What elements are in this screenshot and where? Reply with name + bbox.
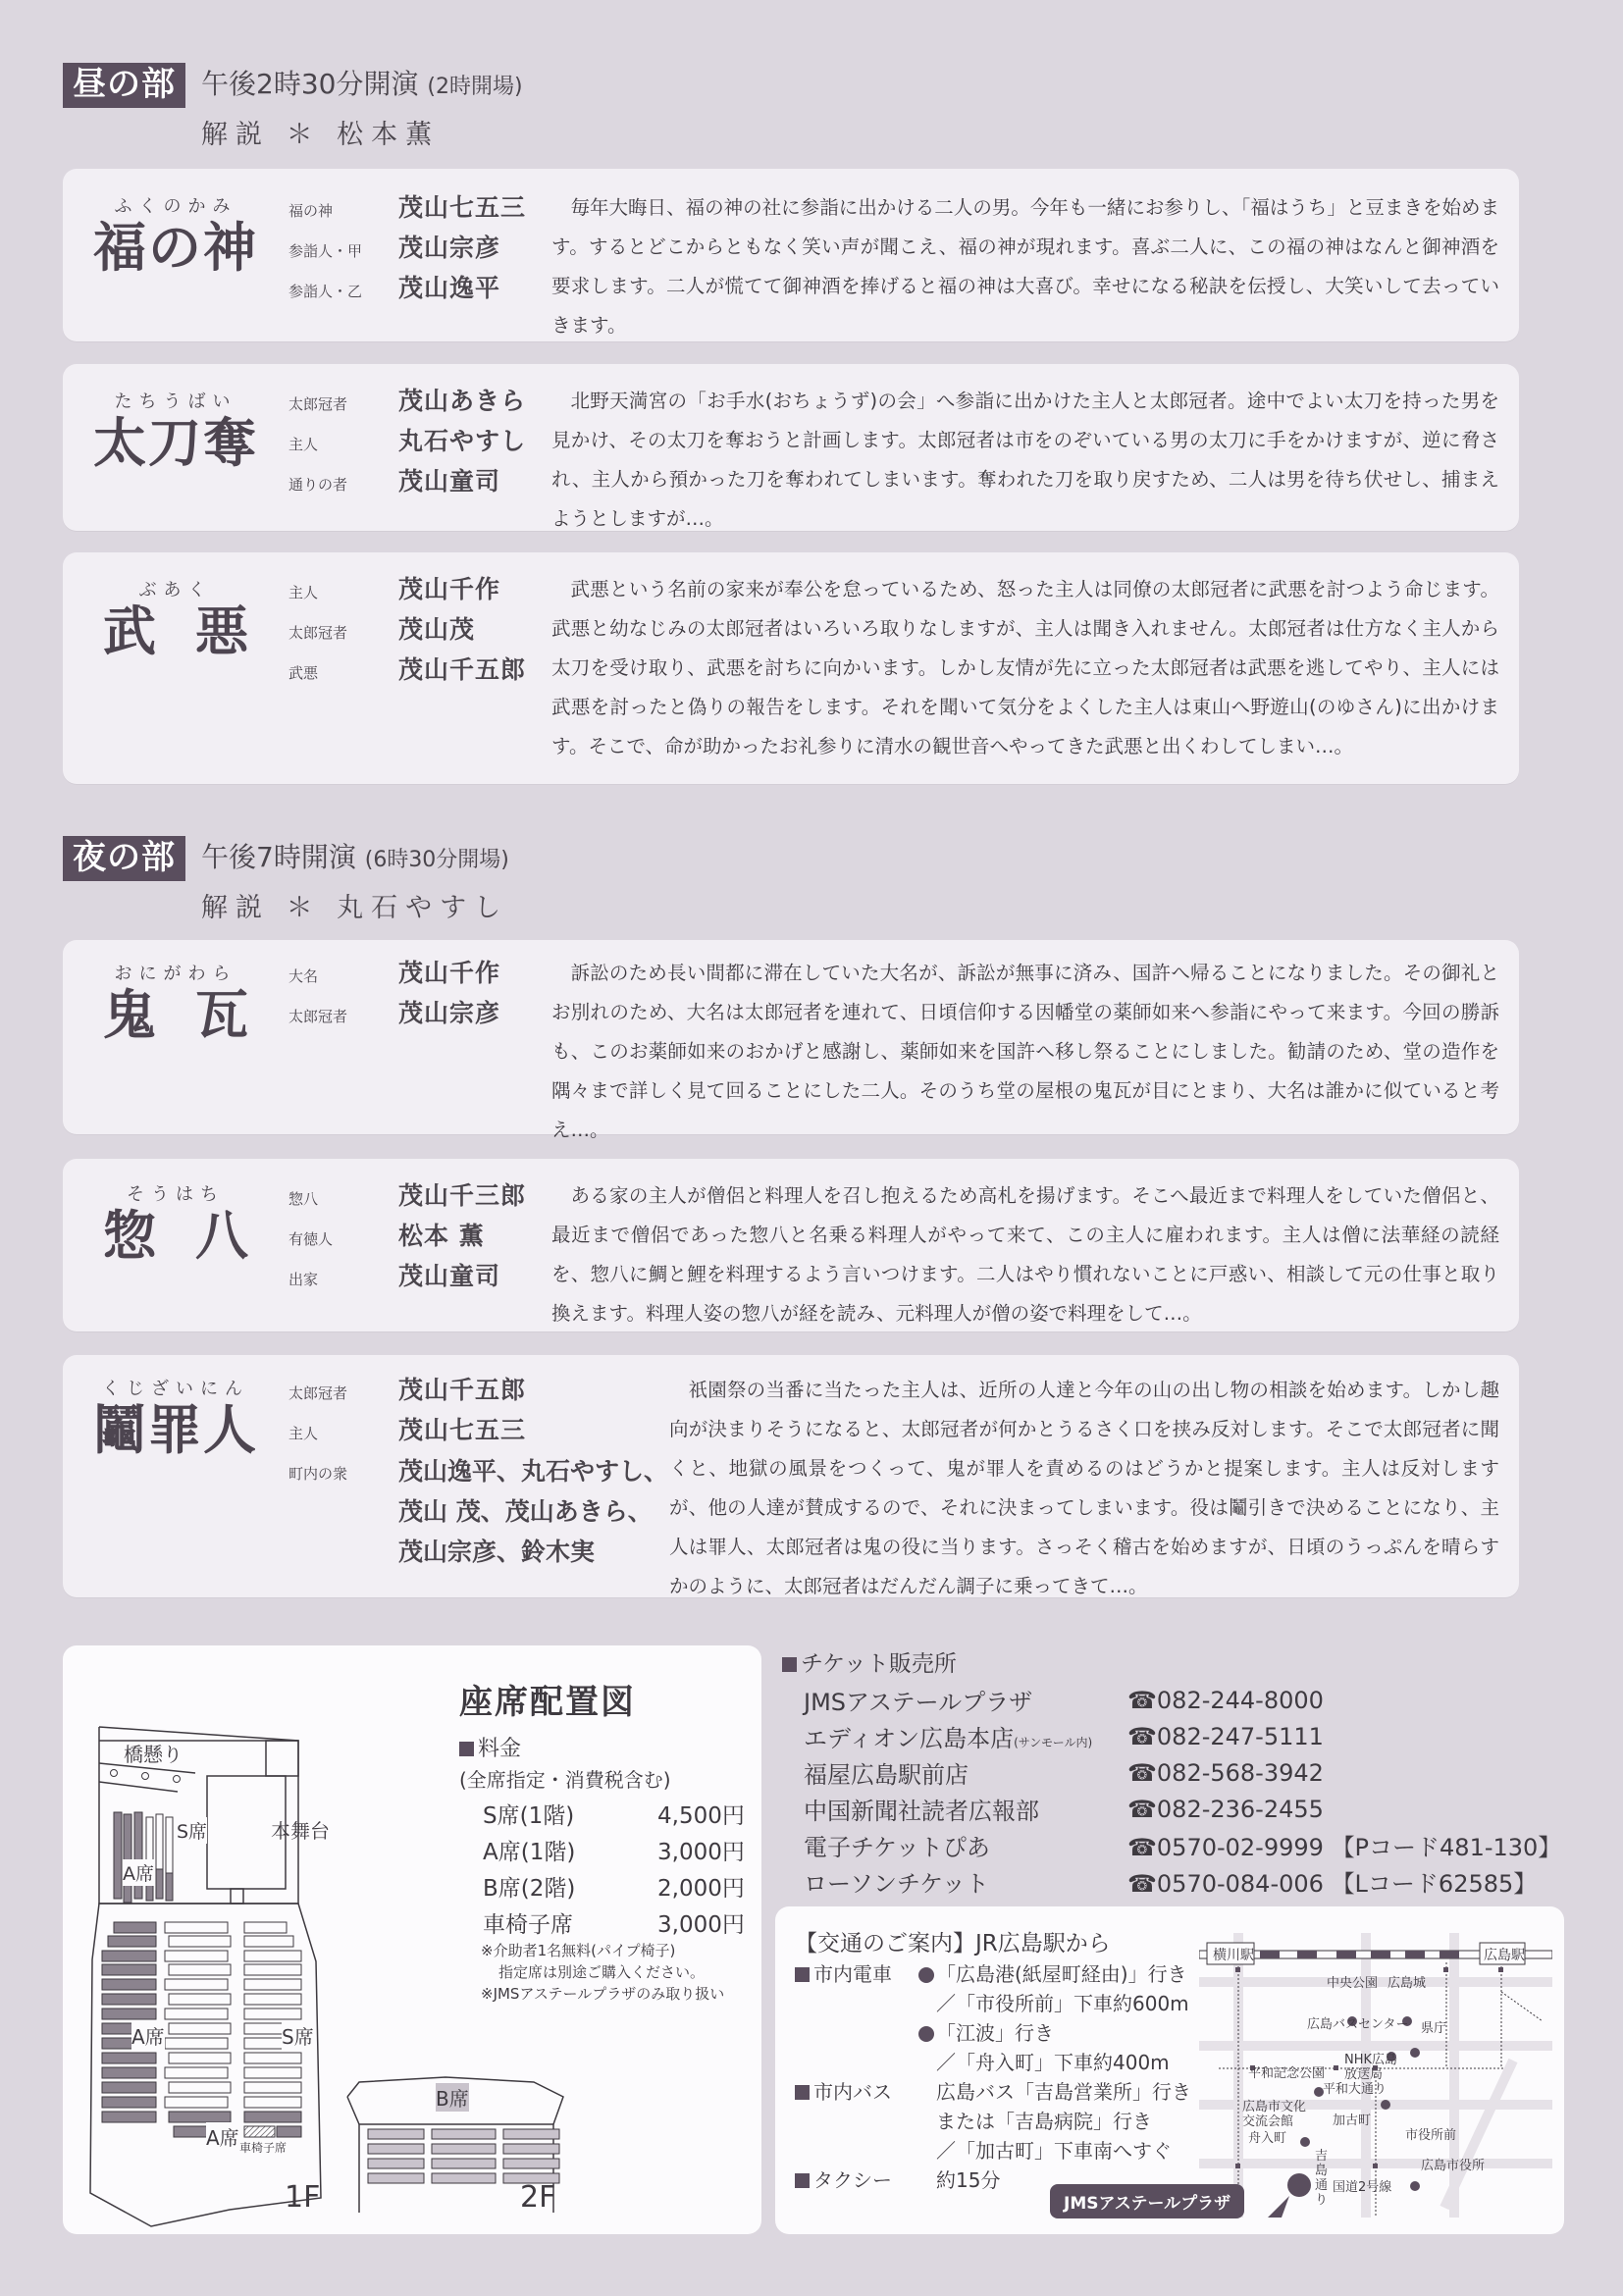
label-1f: 1F [285, 2180, 321, 2215]
tram-dot-icon [918, 2026, 934, 2042]
evening-time: 午後7時開演 [201, 841, 356, 873]
cast-row [288, 570, 526, 610]
access-tram: 市内電車 「広島港(紙屋町経由)」行き ／「市役所前」下車約600m 「江波」行き ／「舟入町」下車約400m [795, 1959, 1191, 2077]
price-row: S席(1階) 4,500円 [483, 1803, 745, 1829]
evening-doors: (6時30分開場) [364, 848, 509, 872]
cast-role: 大名 [288, 967, 319, 985]
cast-row [288, 269, 526, 309]
cast-list [288, 1176, 526, 1297]
cast-actor: 茂山千三郎 [398, 1181, 527, 1210]
play-ruby: くじざいにん [102, 1379, 249, 1399]
label-2f: 2F [520, 2180, 556, 2215]
matinee-badge: 昼の部 [63, 63, 185, 108]
cast-role: 主人 [288, 584, 319, 601]
play-card-tachiubai [63, 364, 1519, 531]
cast-row [288, 954, 500, 994]
phone-icon: ☎ [1127, 1686, 1157, 1714]
matinee-time: 午後2時30分開演 [201, 68, 419, 100]
map-label: 加古町 [1333, 2113, 1372, 2128]
ticket-outlet-row: 電子チケットぴあ ☎0570-02-9999 【Pコード481-130】 [804, 1834, 1562, 1861]
cast-role: 太郎冠者 [288, 1384, 348, 1402]
cast-role: 主人 [288, 436, 319, 453]
ticket-outlet-row: ローソンチケット ☎0570-084-006 【Lコード62585】 [804, 1870, 1538, 1898]
map-label: 舟入町 [1248, 2131, 1287, 2146]
map-label: 交流会館 [1242, 2114, 1294, 2129]
map-label: 国道2号線 [1333, 2180, 1392, 2195]
ticket-outlet-row: エディオン広島本店(サンモール内) ☎082-247-5111 [804, 1722, 1324, 1752]
cast-actor: 茂山宗彦 [398, 234, 501, 262]
cast-role: 有徳人 [288, 1230, 334, 1248]
cast-role: 通りの者 [288, 476, 348, 494]
play-card-buaku [63, 552, 1519, 784]
label-main-stage: 本舞台 [271, 1819, 330, 1843]
play-ruby: おにがわら [114, 964, 237, 984]
cast-list [288, 954, 500, 1034]
cast-list [288, 188, 526, 309]
price-list [483, 1796, 745, 1941]
cast-list [288, 382, 526, 502]
cast-row [288, 1176, 526, 1217]
map-label: 中央公園 [1327, 1976, 1379, 1991]
play-title: 福の神 [93, 217, 258, 279]
cast-actor: 茂山七五三 [398, 193, 527, 222]
label-hashigakari: 橋懸り [124, 1743, 183, 1766]
seating-title: 座席配置図 [459, 1683, 636, 1722]
ticket-outlet-row: JMSアステールプラザ ☎082-244-8000 [804, 1686, 1324, 1716]
access-heading: 【交通のご案内】JR広島駅から [795, 1931, 1111, 1957]
ticket-outlets [782, 1645, 1561, 1900]
map-station-yokogawa: 横川駅 [1213, 1948, 1254, 1963]
cast-role: 主人 [288, 1425, 319, 1442]
play-title: 太刀奪 [93, 412, 258, 474]
cast-actor: 茂山逸平、丸石やすし、 [398, 1457, 669, 1486]
play-ruby: そうはち [127, 1184, 225, 1205]
map-label: NHK広島 [1344, 2053, 1398, 2067]
label-s-seat-stage: S席 [177, 1817, 207, 1844]
play-synopsis: ある家の主人が僧侶と料理人を召し抱えるため高札を揚げます。そこへ最近まで料理人をしていた僧侶と、最近まで僧侶であった惣八と名乗る料理人がやって来て、この主人に雇われます。主人は僧に法華経の読経を、惣八に鯛と鯉を料理するよう言いつけます。二人はやり慣れないことに戸惑い、相談して元の仕事と取り換えます。料理人姿の惣八が経を読み、元料理人が僧の姿で料理をして…。 [551, 1184, 1499, 1325]
venue-badge: JMSアステールプラザ [1050, 2184, 1244, 2218]
cast-actor: 茂山千作 [398, 575, 501, 603]
price-note: (全席指定・消費税含む) [459, 1768, 671, 1792]
map-station-hiroshima: 広島駅 [1484, 1948, 1525, 1963]
play-card-sohachi [63, 1159, 1519, 1331]
play-title: 鬼瓦 [103, 984, 288, 1046]
square-bullet-icon [782, 1657, 797, 1672]
cast-actor: 松本 薫 [398, 1222, 485, 1250]
cast-list [288, 1371, 668, 1572]
price-row: B席(2階) 2,000円 [483, 1876, 745, 1902]
cast-row [288, 1451, 668, 1572]
cast-role: 参詣人・甲 [288, 242, 363, 260]
map-label: 広島城 [1387, 1976, 1427, 1991]
map-label: 広島バスセンター [1307, 2017, 1409, 2032]
play-synopsis: 祇園祭の当番に当たった主人は、近所の人達と今年の山の出し物の相談を始めます。しかし趣向が決まりそうになると、太郎冠者が何かとうるさく口を挟み反対します。そこで太郎冠者に聞くと、地獄の風景をつくって、鬼が罪人を責めるのはどうかと提案します。主人は反対しますが、他の人達が賛成するので、それに決まってしまいます。役は鬮引きで決めることになり、主人は罪人、太郎冠者は鬼の役に当ります。さっそく稽古を始めますが、日頃のうっぷんを晴らすかのように、太郎冠者はだんだん調子に乗ってきて…。 [669, 1379, 1499, 1597]
cast-actor: 茂山千作 [398, 959, 501, 987]
label-s-seat: S席 [282, 2021, 314, 2050]
access-info [795, 1925, 1191, 2195]
cast-actor: 茂山宗彦、鈴木実 [398, 1538, 596, 1566]
cast-actor: 茂山宗彦 [398, 999, 501, 1027]
phone-icon: ☎ [1127, 1722, 1157, 1750]
map-label: 市役所前 [1405, 2128, 1457, 2143]
cast-role: 福の神 [288, 202, 334, 220]
square-bullet-icon [795, 1967, 810, 1982]
cast-row [288, 229, 526, 269]
cast-actor: 茂山逸平 [398, 274, 501, 302]
play-title: 鬮罪人 [93, 1399, 258, 1461]
map-label: 平和大通り [1323, 2082, 1387, 2097]
price-row: 車椅子席 3,000円 [483, 1912, 745, 1938]
label-wheelchair: 車椅子席 [239, 2141, 288, 2155]
ticket-outlet-row: 福屋広島駅前店 ☎082-568-3942 [804, 1758, 1324, 1789]
square-bullet-icon [459, 1742, 474, 1756]
map-label: 吉島通り [1315, 2149, 1329, 2208]
cast-actor: 丸石やすし [398, 427, 527, 455]
play-ruby: ふくのかみ [114, 196, 237, 217]
cast-row [288, 1411, 668, 1451]
cast-role: 武悪 [288, 664, 319, 682]
access-taxi: タクシー 約15分 [795, 2166, 1191, 2195]
cast-actor: 茂山童司 [398, 1262, 501, 1290]
cast-role: 参詣人・乙 [288, 283, 363, 300]
matinee-commentary: 解説 ＊ 松本薫 [201, 120, 441, 150]
cast-row [288, 994, 500, 1034]
play-card-kujizainin [63, 1355, 1519, 1597]
phone-icon: ☎ [1127, 1795, 1157, 1823]
tickets-heading: チケット販売所 [782, 1645, 1561, 1678]
cast-actor: 茂山あきら [398, 387, 527, 415]
cast-actor: 茂山千五郎 [398, 655, 527, 684]
cast-actor: 茂山童司 [398, 467, 501, 496]
map-label: 平和記念公園 [1248, 2066, 1326, 2081]
evening-header [63, 836, 509, 924]
cast-role: 太郎冠者 [288, 624, 348, 642]
cast-actor: 茂山千五郎 [398, 1376, 527, 1404]
evening-commentary: 解説 ＊ 丸石やすし [201, 893, 509, 923]
square-bullet-icon [795, 2085, 810, 2100]
cast-list [288, 570, 526, 691]
cast-role: 町内の衆 [288, 1465, 348, 1483]
cast-role: 惣八 [288, 1190, 319, 1208]
phone-icon: ☎ [1127, 1834, 1157, 1861]
tram-dot-icon [918, 1967, 934, 1983]
cast-row [288, 1257, 526, 1297]
label-a-seat-rear: A席 [206, 2122, 239, 2151]
play-ruby: たちうばい [114, 391, 237, 412]
cast-actor: 茂山茂 [398, 615, 476, 644]
play-synopsis: 訴訟のため長い間都に滞在していた大名が、訴訟が無事に済み、国許へ帰ることになりました。その御礼とお別れのため、大名は太郎冠者を連れて、日頃信仰する因幡堂の薬師如来へ参詣にやって来ます。今回の勝訴も、このお薬師如来のおかげと感謝し、薬師如来を国許へ移し祭ることにしました。勧請のため、堂の造作を隅々まで詳しく見て回ることにした二人。そのうち堂の屋根の鬼瓦が目にとまり、大名は誰かに似ていると考え…。 [551, 962, 1499, 1141]
play-synopsis: 毎年大晦日、福の神の社に参詣に出かける二人の男。今年も一緒にお参りし、「福はうち」と豆まきを始めます。するとどこからともなく笑い声が聞こえ、福の神が現れます。喜ぶ二人に、この福の神はなんと御神酒を要求します。二人が慌てて御神酒を捧げると福の神は大喜び。幸せになる秘訣を伝授し、大笑いして去っていきます。 [551, 196, 1499, 337]
label-b-seat: B席 [436, 2083, 469, 2112]
label-a-seat-stage: A席 [123, 1859, 154, 1886]
matinee-header [63, 63, 523, 151]
cast-row [288, 422, 526, 462]
ticket-outlet-row: 中国新聞社読者広報部 ☎082-236-2455 [804, 1795, 1324, 1825]
cast-row [288, 188, 526, 229]
cast-actor: 茂山 茂、茂山あきら、 [398, 1497, 653, 1526]
cast-role: 出家 [288, 1271, 319, 1288]
cast-actor: 茂山七五三 [398, 1416, 527, 1444]
label-a-seat-left: A席 [131, 2021, 165, 2050]
cast-role: 太郎冠者 [288, 395, 348, 413]
play-title: 惣八 [103, 1205, 288, 1267]
map-label: 広島市文化 [1242, 2100, 1307, 2114]
price-heading: 料金 [459, 1732, 521, 1762]
cast-row [288, 1217, 526, 1257]
square-bullet-icon [795, 2173, 810, 2188]
phone-icon: ☎ [1127, 1870, 1157, 1898]
access-bus: 市内バス 広島バス「吉島営業所」行き または「吉島病院」行き ／「加古町」下車南へすぐ [795, 2077, 1191, 2166]
play-card-fukunokami [63, 169, 1519, 341]
map-label: 放送局 [1344, 2067, 1384, 2082]
map-label: 県庁 [1421, 2021, 1447, 2036]
price-row: A席(1階) 3,000円 [483, 1840, 745, 1865]
play-synopsis: 北野天満宮の「お手水(おちょうず)の会」へ参詣に出かけた主人と太郎冠者。途中でよい太刀を持った男を見かけ、その太刀を奪おうと計画します。太郎冠者は市をのぞいている男の太刀に手をかけますが、逆に脅され、主人から預かった刀を奪われてしまいます。奪われた刀を取り戻すため、二人は男を待ち伏せし、捕まえようとしますが…。 [551, 390, 1499, 530]
play-ruby: ぶあく [138, 580, 213, 600]
cast-row [288, 610, 526, 651]
cast-row [288, 651, 526, 691]
cast-role: 太郎冠者 [288, 1008, 348, 1025]
play-card-onigawara [63, 940, 1519, 1141]
matinee-doors: (2時開場) [427, 75, 523, 99]
play-synopsis: 武悪という名前の家来が奉公を怠っているため、怒った主人は同僚の太郎冠者に武悪を討つよう命じます。武悪と幼なじみの太郎冠者はいろいろ取りなしますが、主人は聞き入れません。太郎冠者は仕方なく主人から太刀を受け取り、武悪を討ちに向かいます。しかし友情が先に立った太郎冠者は武悪を逃してやり、主人には武悪を討ったと偽りの報告をします。それを聞いて気分をよくした主人は東山へ野遊山(のゆさん)に出かけます。そこで、命が助かったお礼参りに清水の観世音へやってきた武悪と出くわしてしまい…。 [551, 578, 1499, 757]
price-notes: ※介助者1名無料(パイプ椅子) 指定席は別途ご購入ください。 ※JMSアステールプラザのみ取り扱い [481, 1942, 725, 2003]
phone-icon: ☎ [1127, 1758, 1157, 1787]
cast-row [288, 382, 526, 422]
map-label: 広島市役所 [1421, 2159, 1486, 2173]
cast-row [288, 462, 526, 502]
cast-row [288, 1371, 668, 1411]
play-title: 武悪 [103, 600, 288, 662]
evening-badge: 夜の部 [63, 836, 185, 881]
